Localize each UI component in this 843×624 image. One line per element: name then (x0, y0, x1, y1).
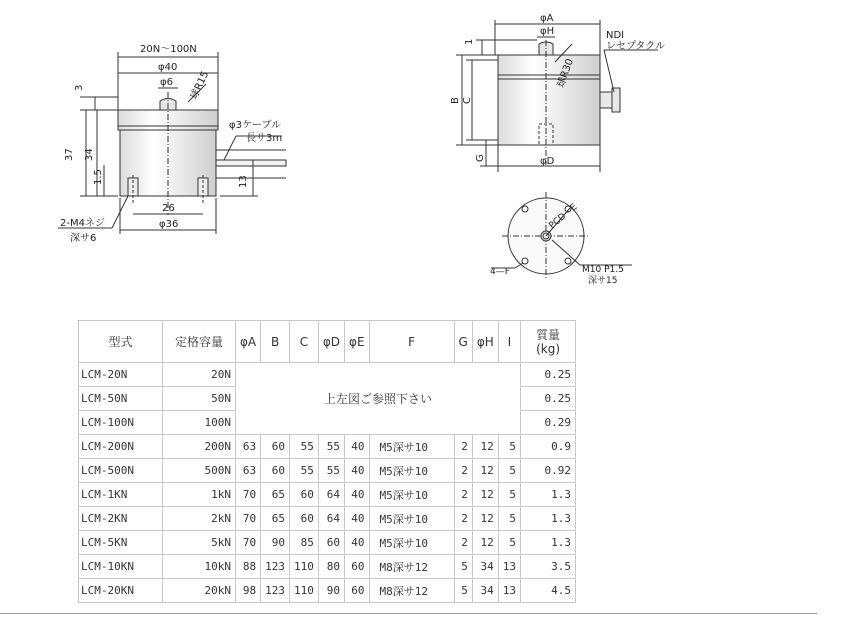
cell-g: 2 (454, 531, 472, 555)
see-drawing-note: 上左図ご参照下さい (236, 363, 521, 435)
cell-a: 63 (236, 459, 261, 483)
cell-e: 60 (345, 579, 370, 603)
cell-mass: 1.3 (521, 483, 576, 507)
cell-c: 55 (290, 435, 319, 459)
cell-mass: 4.5 (521, 579, 576, 603)
col-model: 型式 (79, 321, 163, 363)
cell-d: 80 (318, 555, 344, 579)
tap-label: M10 P1.5 (582, 265, 624, 275)
holes-label: 4—F (490, 267, 510, 277)
cell-g: 2 (454, 507, 472, 531)
cell-i: 5 (498, 531, 520, 555)
cell-d: 55 (318, 459, 344, 483)
table-row (79, 363, 576, 387)
cell-i: 13 (498, 555, 520, 579)
cell-e: 40 (345, 531, 370, 555)
cell-model: LCM-5KN (79, 531, 163, 555)
cell-f: M8深サ12 (369, 579, 454, 603)
dim-1: 1 (464, 38, 475, 45)
col-g: G (454, 321, 472, 363)
screw-label: 2-M4ネジ (60, 218, 105, 229)
cell-e: 40 (345, 459, 370, 483)
dim-34: 34 (84, 148, 95, 161)
cell-b: 123 (261, 579, 290, 603)
cell-d: 64 (318, 507, 344, 531)
table-row (79, 483, 576, 507)
cell-b: 65 (261, 507, 290, 531)
col-e: φE (345, 321, 370, 363)
cell-b: 123 (261, 555, 290, 579)
bottom-divider (0, 613, 817, 614)
cell-capacity: 2kN (163, 507, 236, 531)
cell-f: M5深サ10 (369, 507, 454, 531)
screw-depth: 深サ6 (70, 233, 97, 244)
col-capacity: 定格容量 (163, 321, 236, 363)
cell-h: 12 (472, 531, 498, 555)
col-a: φA (236, 321, 261, 363)
cell-mass: 0.9 (521, 435, 576, 459)
cell-g: 2 (454, 459, 472, 483)
cell-f: M5深サ10 (369, 483, 454, 507)
table-row (79, 531, 576, 555)
cell-capacity: 1kN (163, 483, 236, 507)
cell-d: 60 (318, 531, 344, 555)
cell-i: 13 (498, 579, 520, 603)
dim-G: G (475, 154, 486, 162)
cell-c: 60 (290, 507, 319, 531)
cell-c: 60 (290, 483, 319, 507)
dim-button-dia: φ6 (160, 77, 173, 88)
col-b: B (261, 321, 290, 363)
pcd-label: PCD・E (547, 202, 580, 232)
receptacle-label: レセプタクル (606, 41, 665, 52)
dim-36: φ36 (159, 219, 179, 230)
cell-model: LCM-20KN (79, 579, 163, 603)
mass-header-line2: (kg) (536, 341, 561, 356)
cell-capacity: 100N (163, 411, 236, 435)
col-mass (521, 321, 576, 363)
col-d: φD (318, 321, 344, 363)
dim-A: φA (540, 13, 554, 24)
table-row (79, 435, 576, 459)
col-h: φH (472, 321, 498, 363)
dim-C: C (462, 97, 473, 104)
cell-mass: 0.25 (521, 387, 576, 411)
cell-a: 70 (236, 507, 261, 531)
cell-i: 5 (498, 507, 520, 531)
cell-c: 110 (290, 579, 319, 603)
cable-label: φ3ケーブル (229, 120, 282, 131)
table-row (79, 579, 576, 603)
cell-a: 63 (236, 435, 261, 459)
dim-sphere-r15: 球R15 (188, 69, 212, 102)
dim-outer-dia: φ40 (158, 62, 178, 73)
cell-c: 110 (290, 555, 319, 579)
cell-capacity: 20N (163, 363, 236, 387)
dim-B: B (450, 97, 461, 104)
cell-d: 90 (318, 579, 344, 603)
cell-h: 12 (472, 435, 498, 459)
cell-c: 85 (290, 531, 319, 555)
cell-capacity: 10kN (163, 555, 236, 579)
tap-depth: 深サ15 (588, 276, 618, 286)
cell-model: LCM-500N (79, 459, 163, 483)
cell-d: 64 (318, 483, 344, 507)
cell-h: 12 (472, 507, 498, 531)
dim-sphere-r30: 球R30 (555, 57, 576, 90)
cell-model: LCM-10KN (79, 555, 163, 579)
dim-26: 26 (162, 203, 175, 214)
cell-model: LCM-100N (79, 411, 163, 435)
col-i: I (498, 321, 520, 363)
cell-e: 40 (345, 507, 370, 531)
cell-g: 2 (454, 435, 472, 459)
dim-3: 3 (74, 84, 85, 91)
range-label: 20N～100N (140, 44, 197, 55)
cell-h: 12 (472, 459, 498, 483)
cell-b: 60 (261, 435, 290, 459)
cell-i: 5 (498, 459, 520, 483)
dim-H: φH (540, 26, 555, 37)
table-header-row (79, 321, 576, 363)
cell-g: 2 (454, 483, 472, 507)
cell-capacity: 200N (163, 435, 236, 459)
cell-mass: 3.5 (521, 555, 576, 579)
cell-model: LCM-200N (79, 435, 163, 459)
cell-model: LCM-20N (79, 363, 163, 387)
cell-b: 90 (261, 531, 290, 555)
cell-mass: 1.3 (521, 531, 576, 555)
cell-model: LCM-50N (79, 387, 163, 411)
cell-b: 65 (261, 483, 290, 507)
cell-g: 5 (454, 579, 472, 603)
cell-c: 55 (290, 459, 319, 483)
cell-i: 5 (498, 435, 520, 459)
spec-table (78, 320, 576, 603)
cell-f: M5深サ10 (369, 435, 454, 459)
cell-i: 5 (498, 483, 520, 507)
cell-b: 60 (261, 459, 290, 483)
cell-model: LCM-1KN (79, 483, 163, 507)
col-c: C (290, 321, 319, 363)
cell-f: M5深サ10 (369, 459, 454, 483)
dim-D: φD (540, 156, 555, 167)
dim-13: 13 (238, 175, 249, 188)
cell-f: M5深サ10 (369, 531, 454, 555)
cell-mass: 0.92 (521, 459, 576, 483)
cell-capacity: 5kN (163, 531, 236, 555)
cell-model: LCM-2KN (79, 507, 163, 531)
receptacle-brand: NDI (606, 30, 625, 41)
cell-h: 12 (472, 483, 498, 507)
cell-g: 5 (454, 555, 472, 579)
cell-e: 40 (345, 435, 370, 459)
cell-d: 55 (318, 435, 344, 459)
cell-a: 70 (236, 531, 261, 555)
cell-capacity: 500N (163, 459, 236, 483)
cell-mass: 0.29 (521, 411, 576, 435)
dim-37: 37 (64, 148, 75, 161)
cell-mass: 0.25 (521, 363, 576, 387)
cell-e: 60 (345, 555, 370, 579)
cell-h: 34 (472, 579, 498, 603)
cable-length: 長サ3m (246, 133, 283, 144)
cell-e: 40 (345, 483, 370, 507)
table-row (79, 459, 576, 483)
cell-a: 88 (236, 555, 261, 579)
table-row (79, 507, 576, 531)
cell-mass: 1.3 (521, 507, 576, 531)
cell-a: 70 (236, 483, 261, 507)
table-row (79, 555, 576, 579)
cell-capacity: 50N (163, 387, 236, 411)
col-f: F (369, 321, 454, 363)
dim-1-5: 1.5 (93, 169, 104, 185)
mass-header-line1: 質量 (536, 327, 561, 342)
cell-h: 34 (472, 555, 498, 579)
cell-capacity: 20kN (163, 579, 236, 603)
cell-a: 98 (236, 579, 261, 603)
cell-f: M8深サ12 (369, 555, 454, 579)
